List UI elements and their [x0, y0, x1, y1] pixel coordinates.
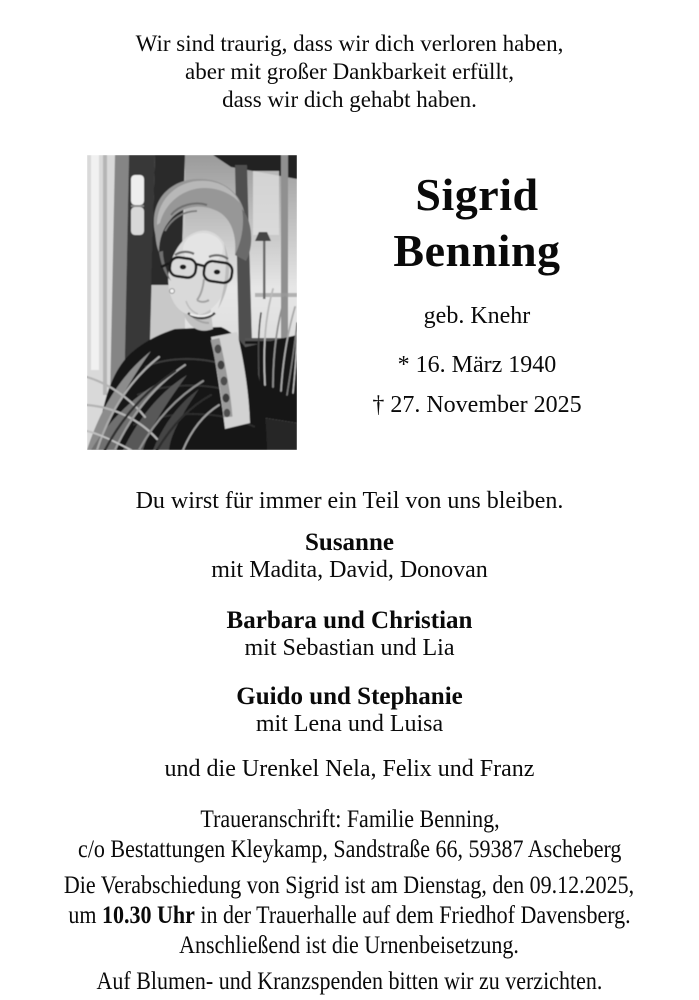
- mourner-group: [0, 607, 699, 662]
- mourner-with: mit Madita, David, Donovan: [211, 557, 488, 583]
- mourner-with: mit Lena und Luisa: [255, 711, 444, 737]
- mourner-with: mit Sebastian und Lia: [244, 635, 455, 661]
- deceased-portrait-photo: [87, 155, 297, 450]
- funeral-time: 10.30 Uhr: [101, 902, 195, 929]
- funeral-line: Die Verabschiedung von Sigrid ist am Dienstag, den 09.12.2025,: [64, 872, 635, 899]
- photo-and-name-row: [0, 155, 699, 450]
- intro-verse: [0, 0, 699, 114]
- deceased-first-name: Sigrid: [415, 169, 539, 220]
- intro-line: Wir sind traurig, dass wir dich verloren haben,: [135, 31, 564, 56]
- funeral-line: um 10.30 Uhr in der Trauerhalle auf dem Friedhof Davensberg.: [68, 902, 631, 929]
- mourner-group: [0, 683, 699, 738]
- mourning-address: [0, 806, 699, 866]
- life-dates: [297, 345, 657, 425]
- birth-date: * 16. März 1940: [397, 352, 557, 378]
- tribute-line: Du wirst für immer ein Teil von uns bleiben.: [135, 488, 564, 514]
- address-line: Traueranschrift: Familie Benning,: [199, 806, 500, 833]
- mourners-list: [0, 529, 699, 738]
- portrait-photo-illustration: [87, 155, 297, 450]
- deceased-name-block: [297, 155, 657, 450]
- intro-line: dass wir dich gehabt haben.: [222, 87, 477, 112]
- intro-line: aber mit großer Dankbarkeit erfüllt,: [185, 59, 514, 84]
- mourner-group: [0, 529, 699, 584]
- maiden-name: geb. Knehr: [423, 303, 531, 329]
- mourner-name: Susanne: [305, 529, 394, 556]
- mourner-name: Guido und Stephanie: [236, 683, 463, 710]
- deceased-last-name: Benning: [393, 225, 561, 276]
- address-line: c/o Bestattungen Kleykamp, Sandstraße 66, 59387 Ascheberg: [77, 836, 622, 863]
- funeral-line: Anschließend ist die Urnenbeisetzung.: [179, 932, 520, 959]
- mourner-name: Barbara und Christian: [226, 607, 473, 634]
- funeral-information: [0, 872, 699, 962]
- great-grandchildren-line: und die Urenkel Nela, Felix und Franz: [164, 756, 535, 782]
- death-date: † 27. November 2025: [372, 392, 582, 418]
- flowers-request-line: Auf Blumen- und Kranzspenden bitten wir zu verzichten.: [96, 968, 603, 995]
